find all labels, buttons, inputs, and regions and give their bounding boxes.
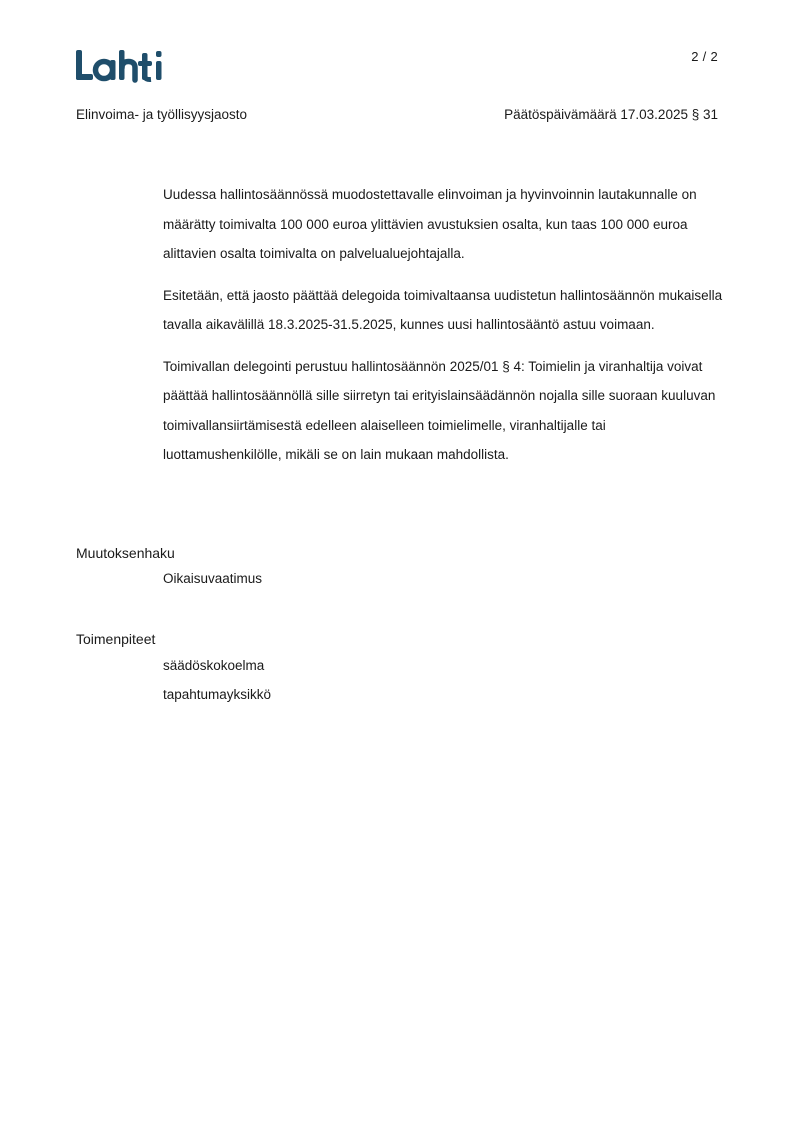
actions-heading: Toimenpiteet <box>76 631 156 647</box>
action-item: säädöskokoelma <box>163 658 265 673</box>
action-item: tapahtumayksikkö <box>163 687 272 702</box>
body-paragraph: Esitetään, että jaosto päättää delegoida toimivaltaansa uudistetun hallintosäännön mukaisella tavalla aikavälillä 18.3.2025-31.5.2025, kunnes uusi hallintosääntö astuu voimaan. <box>163 287 723 332</box>
body-paragraph: Uudessa hallintosäännössä muodostettavalle elinvoiman ja hyvinvoinnin lautakunnalle on määrätty toimivalta 100 000 euroa ylittävien avustuksien osalta, kun taas 100 000 euroa alittavien osalta toimivalta on palvelualuejohtajalla. <box>163 187 697 261</box>
decision-date: Päätöspäivämäärä 17.03.2025 § 31 <box>504 107 718 122</box>
lahti-logo <box>76 47 168 83</box>
committee-name: Elinvoima- ja työllisyysjaosto <box>76 107 248 122</box>
page-number: 2 / 2 <box>691 49 718 64</box>
appeal-item: Oikaisuvaatimus <box>163 571 263 586</box>
appeal-heading: Muutoksenhaku <box>76 545 175 561</box>
body-paragraph: Toimivallan delegointi perustuu hallintosäännön 2025/01 § 4: Toimielin ja viranhaltija voivat päättää hallintosäännöllä sille siirretyn tai erityislainsäädännön nojalla sille suoraan kuuluvan toimivallansiirtämisestä edelleen alaiselleen toimielimelle, viranhaltijalle tai luottamushenkilölle, mikäli se on lain mukaan mahdollista. <box>163 358 716 462</box>
decision-body <box>163 180 723 482</box>
